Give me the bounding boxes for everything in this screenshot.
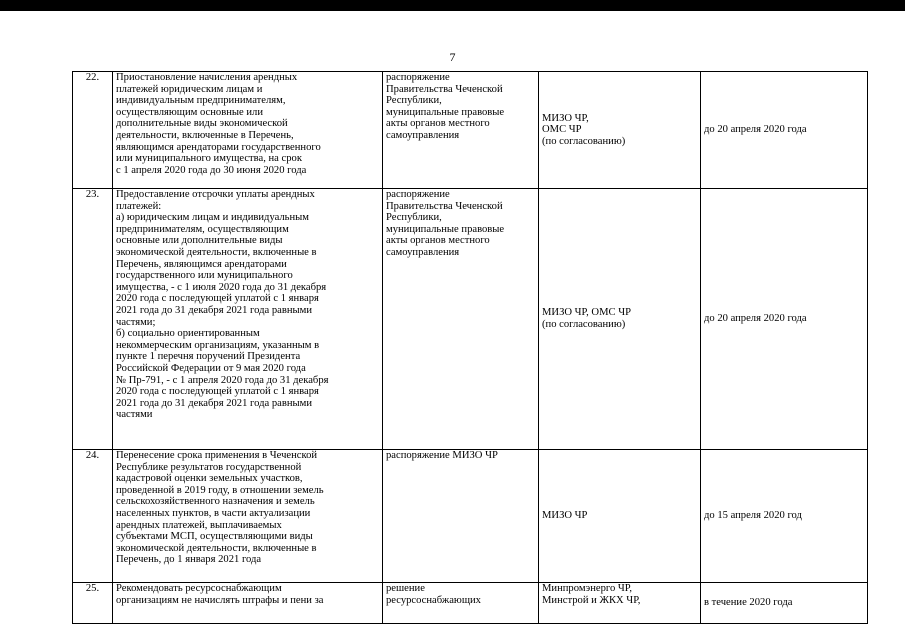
document-type: распоряжение МИЗО ЧР xyxy=(383,450,539,583)
row-number: 22. xyxy=(73,72,113,189)
scan-top-edge xyxy=(0,0,905,11)
deadline: до 15 апреля 2020 год xyxy=(701,450,868,583)
measure-text: Предоставление отсрочки уплаты арендных платежей: а) юридическим лицам и индивидуальным предпринимателям, осуществляющим основные или дополнительные виды экономической деятельности, включенные в Перечень, являющимся арендаторами государственного или муниципального имущества, - с 1 июля 2020 года до 31 декабря 2020 года с последующей уплатой с 1 января 2021 года до 31 декабря 2021 года равными частями; б) социально ориентированным некоммерческим организациям, указанным в пункте 1 перечня поручений Президента Российской Федерации от 9 мая 2020 года № Пр-791, - с 1 апреля 2020 года до 31 декабря 2020 года с последующей уплатой с 1 января 2021 года до 31 декабря 2021 года равными частями xyxy=(113,189,383,450)
row-number: 23. xyxy=(73,189,113,450)
deadline: в течение 2020 года xyxy=(701,583,868,624)
measures-table xyxy=(72,71,868,624)
executor: МИЗО ЧР, ОМС ЧР (по согласованию) xyxy=(539,189,701,450)
page-number: 7 xyxy=(449,50,456,64)
measure-text: Рекомендовать ресурсоснабжающим организациям не начислять штрафы и пени за xyxy=(113,583,383,624)
table-row xyxy=(73,189,868,450)
executor: МИЗО ЧР, ОМС ЧР (по согласованию) xyxy=(539,72,701,189)
measure-text: Перенесение срока применения в Чеченской Республике результатов государственной кадастровой оценки земельных участков, проведенной в 2019 году, в отношении земель сельскохозяйственного назначения и земель населенных пунктов, в части актуализации арендных платежей, выплачиваемых субъектами МСП, осуществляющими виды экономической деятельности, включенные в Перечень, до 1 января 2021 года xyxy=(113,450,383,583)
row-number: 24. xyxy=(73,450,113,583)
executor: МИЗО ЧР xyxy=(539,450,701,583)
table-row xyxy=(73,583,868,624)
document-type: распоряжение Правительства Чеченской Республики, муниципальные правовые акты органов местного самоуправления xyxy=(383,72,539,189)
measure-text: Приостановление начисления арендных платежей юридическим лицам и индивидуальным предпринимателям, осуществляющим основные или дополнительные виды экономической деятельности, включенные в Перечень, являющимся арендаторами государственного или муниципального имущества, на срок с 1 апреля 2020 года до 30 июня 2020 года xyxy=(113,72,383,189)
document-type: решение ресурсоснабжающих xyxy=(383,583,539,624)
document-type: распоряжение Правительства Чеченской Республики, муниципальные правовые акты органов местного самоуправления xyxy=(383,189,539,450)
deadline: до 20 апреля 2020 года xyxy=(701,189,868,450)
table-row xyxy=(73,72,868,189)
deadline: до 20 апреля 2020 года xyxy=(701,72,868,189)
table-row xyxy=(73,450,868,583)
executor: Минпромэнерго ЧР, Минстрой и ЖКХ ЧР, xyxy=(539,583,701,624)
row-number: 25. xyxy=(73,583,113,624)
